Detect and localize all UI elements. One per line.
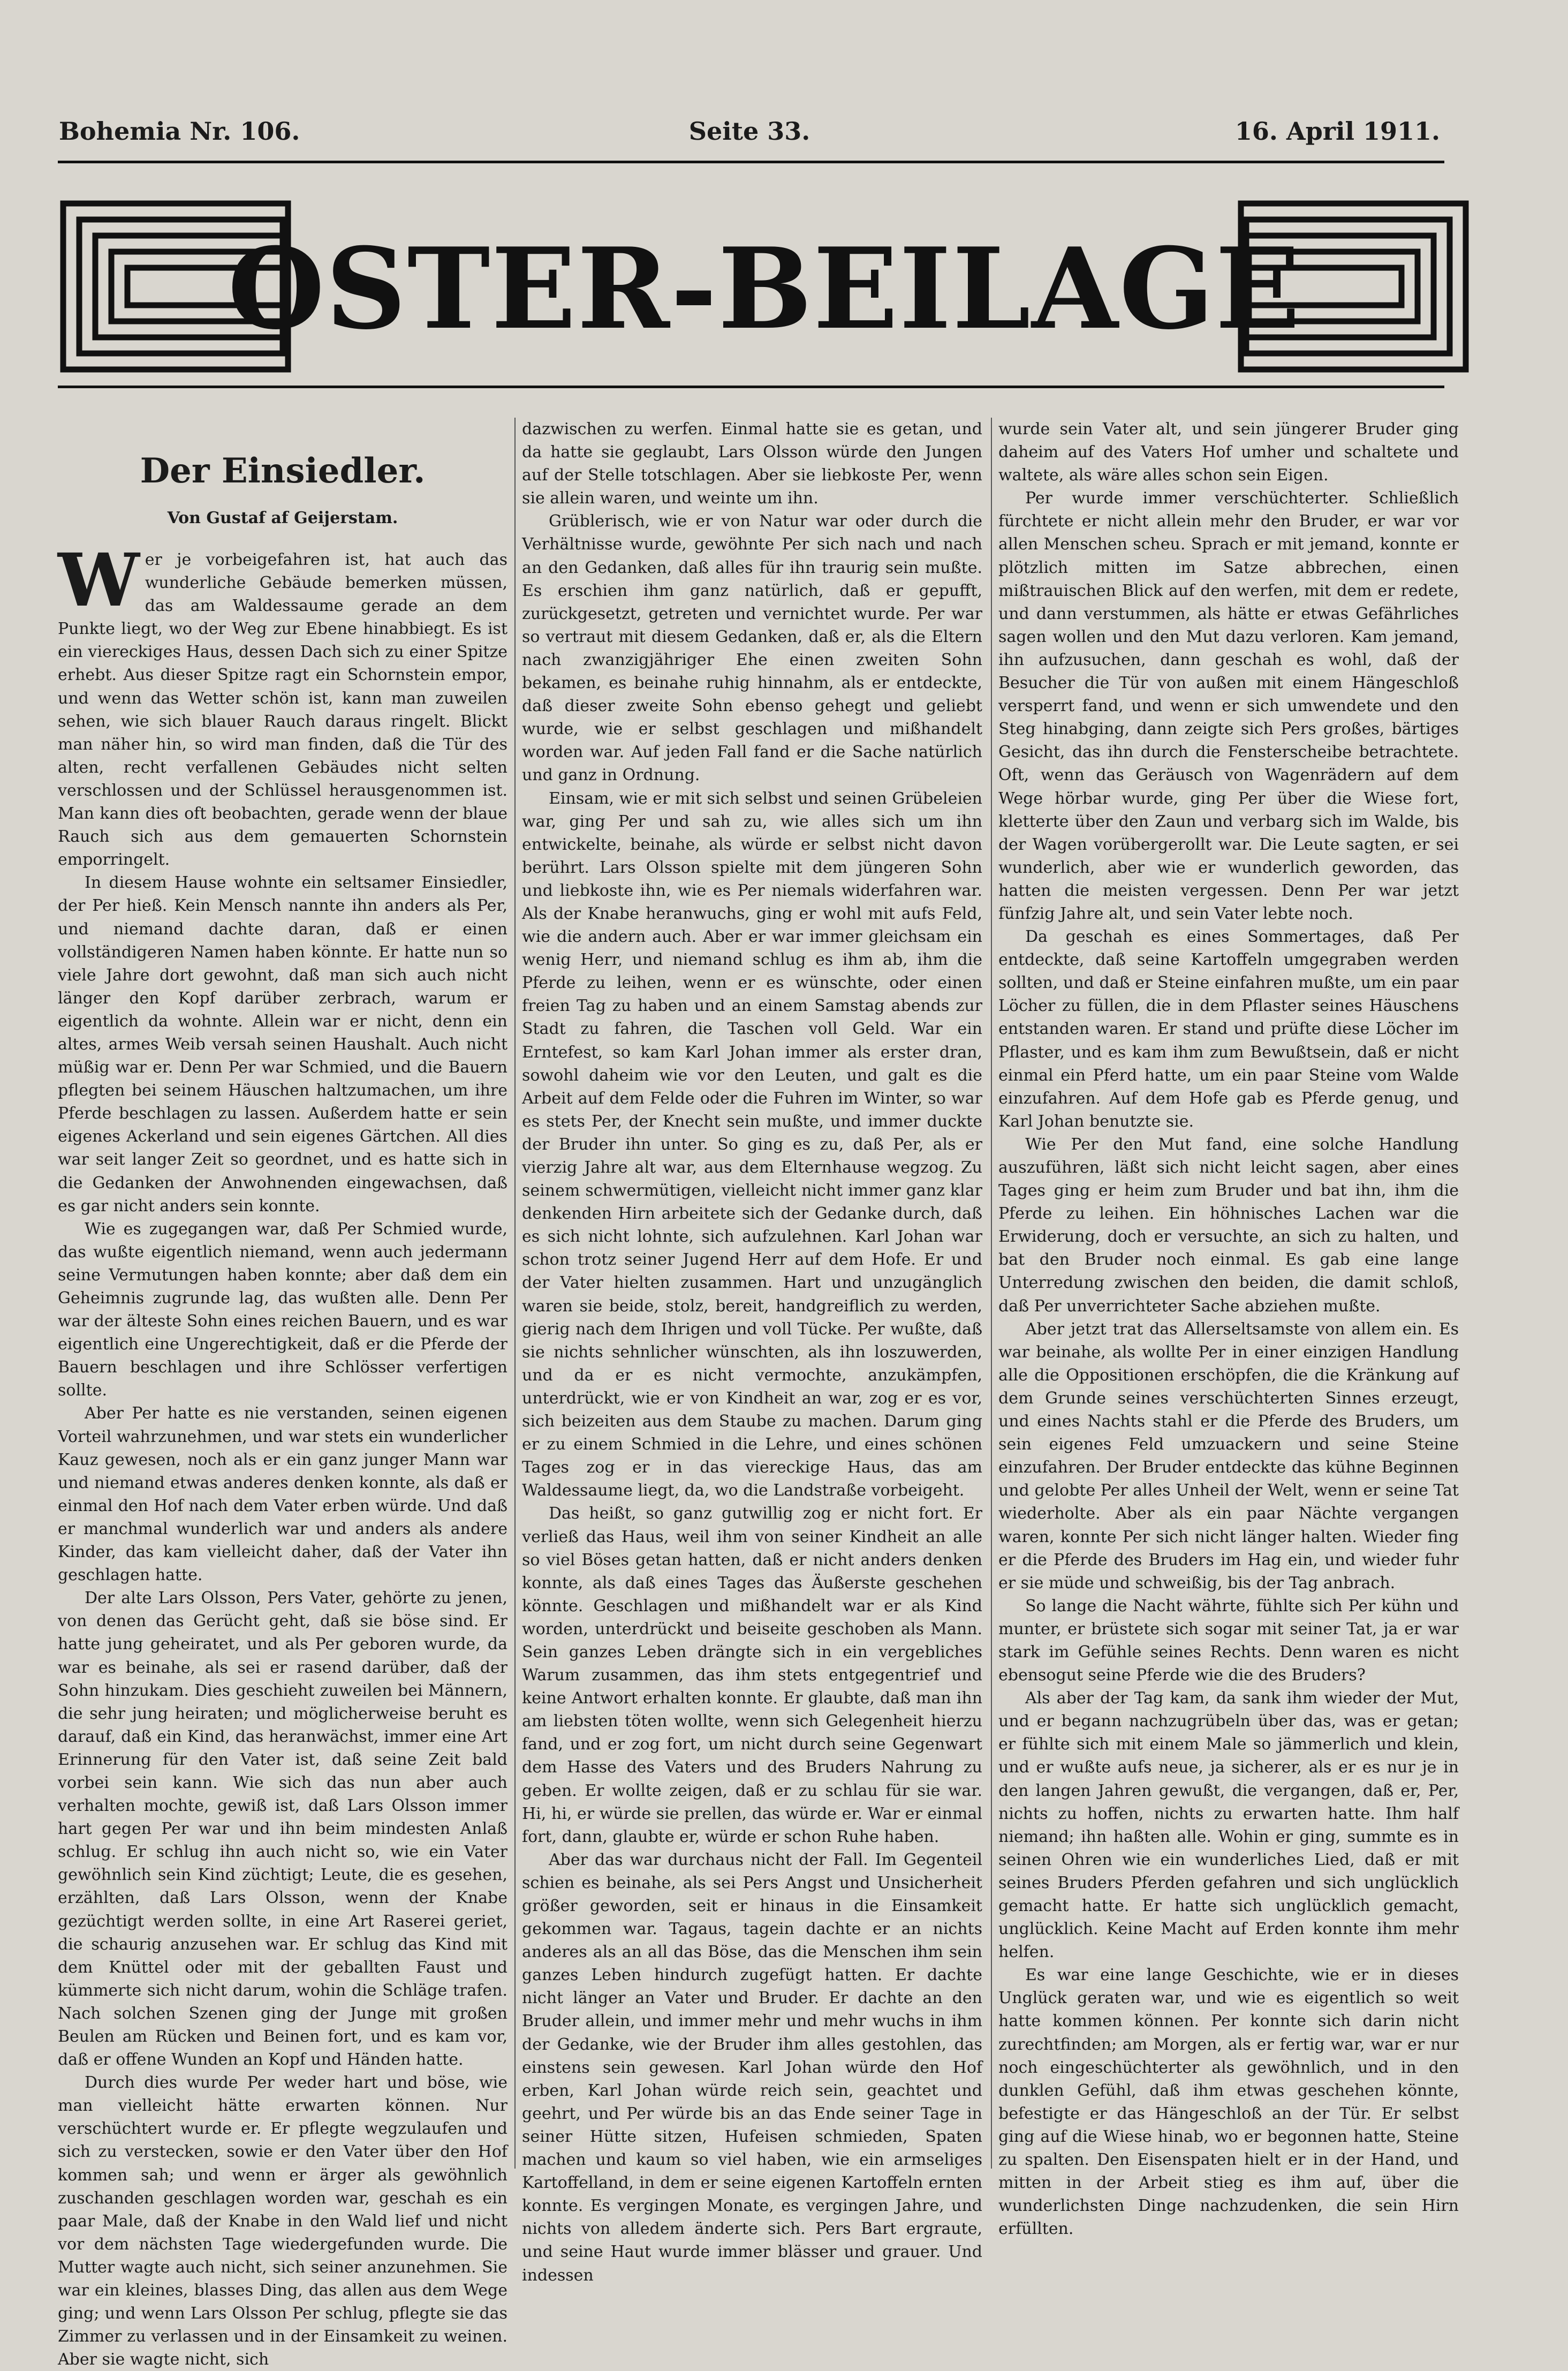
paragraph: Durch dies wurde Per weder hart und böse, wie man vielleicht hätte erwarten können. Nur verschüchtert wurde er. Er pflegte wegzulaufen und sich zu verstecken, sowie er den Vater über den Hof kommen sah; und wenn er ärger als gewöhnlich zuschanden geschlagen worden war, geschah es ein paar Male, daß der Knabe in den Wald lief und nicht vor dem nächsten Tage wiedergefunden wurde. Die Mutter wagte auch nicht, sich seiner anzunehmen. Sie war ein kleines, blasses Ding, das allen aus dem Wege ging; und wenn Lars Olsson Per schlug, pflegte sie das Zimmer zu verlassen und in der Einsamkeit zu weinen. Aber sie wagte nicht, sich xyxy=(58,2073,507,2369)
header-rule xyxy=(58,161,1444,163)
paragraph: Wie es zugegangen war, daß Per Schmied wurde, das wußte eigentlich niemand, wenn auch jedermann seine Vermutungen haben konnte; aber daß dem ein Geheimnis zugrunde lag, das wußten alle. Denn Per war der älteste Sohn eines reichen Bauern, und es war eigentlich eine Ungerechtigkeit, daß er die Pferde der Bauern beschlagen und ihre Schlösser verfertigen sollte. xyxy=(58,1219,507,1400)
paragraph: In diesem Hause wohnte ein seltsamer Einsiedler, der Per hieß. Kein Mensch nannte ihn anders als Per, und niemand dachte daran, daß er einen vollständigeren Namen haben könnte. Er hatte nun so viele Jahre dort gewohnt, daß man sich auch nicht länger den Kopf darüber zerbrach, warum er eigentlich da wohnte. Allein war er nicht, denn ein altes, armes Weib versah seinen Haushalt. Auch nicht müßig war er. Denn Per war Schmied, und die Bauern pflegten bei seinem Häuschen haltzumachen, um ihre Pferde beschlagen zu lassen. Außerdem hatte er sein eigenes Ackerland und sein eigenes Gärtchen. All dies war seit langer Zeit so geordnet, und es hatte sich in die Gedanken der Anwohnenden eingewachsen, daß es gar nicht anders sein konnte. xyxy=(58,873,507,1215)
story-title: Der Einsiedler. xyxy=(140,451,426,491)
paragraph: Es war eine lange Geschichte, wie er in dieses Unglück geraten war, und wie es eigentlich so weit hatte kommen können. Per konnte sich darin nicht zurechtfinden; am Morgen, als er fertig war, war er nur noch eingeschüchterter als gewöhnlich, und in den dunklen Gefühl, daß ihm etwas geschehen könnte, befestigte er das Hängeschloß an der Tür. Er selbst ging auf die Wiese hinab, wo er begonnen hatte, Steine zu spalten. Den Eisenspaten hielt er in der Hand, und mitten in der Arbeit stieg es ihm auf, über die wunderlichsten Dinge nachzudenken, die sein Hirn erfüllten. xyxy=(998,1966,1459,2239)
paragraph: Einsam, wie er mit sich selbst und seinen Grübeleien war, ging Per und sah zu, wie alles sich um ihn entwickelte, beinahe, als würde er selbst nicht davon berührt. Lars Olsson spielte mit dem jüngeren Sohn und liebkoste ihn, wie es Per niemals widerfahren war. Als der Knabe heranwuchs, ging er wohl mit aufs Feld, wie die andern auch. Aber er war immer gleichsam ein wenig Herr, und niemand schlug es ihm ab, ihm die Pferde zu leihen, wenn er es wünschte, oder einen freien Tag zu haben und an einem Samstag abends zur Stadt zu fahren, die Taschen voll Geld. War ein Erntefest, so kam Karl Johan immer als erster dran, sowohl daheim wie vor den Leuten, und galt es die Arbeit auf dem Felde oder die Fuhren im Winter, so war es stets Per, der Knecht sein mußte, und immer duckte der Bruder ihn unter. So ging es zu, daß Per, als er vierzig Jahre alt war, aus dem Elternhause wegzog. Zu seinem schwermütigen, vielleicht nicht immer ganz klar denkenden Hirn arbeitete sich der Gedanke durch, daß es sich nicht lohnte, sich aufzulehnen. Karl Johan war schon trotz seiner Jugend Herr auf dem Hofe. Er und der Vater hielten zusammen. Hart und unzugänglich waren sie beide, stolz, bereit, handgreiflich zu werden, gierig nach dem Ihrigen und voll Tücke. Per wußte, daß sie nichts sehnlicher wünschten, als ihn loszuwerden, und da er es nicht vermochte, anzukämpfen, unterdrückt, wie er von Kindheit an war, zog er es vor, sich beizeiten aus dem Staube zu machen. Darum ging er zu einem Schmied in die Lehre, und eines schönen Tages zog er in das viereckige Haus, das am Waldessaume liegt, da, wo die Landstraße vorbeigeht. xyxy=(522,789,982,1500)
story-byline: Von Gustaf af Geijerstam. xyxy=(167,509,398,527)
paragraph: Per wurde immer verschüchterter. Schließlich fürchtete er nicht allein mehr den Bruder, er war vor allen Menschen scheu. Sprach er mit jemand, konnte er plötzlich mitten im Satze abbrechen, einen mißtrauischen Blick auf den werfen, mit dem er redete, und dann verstummen, als hätte er etwas Gefährliches sagen wollen und den Mut dazu verloren. Kam jemand, ihn aufzusuchen, dann geschah es wohl, daß der Besucher die Tür von außen mit einem Hängeschloß versperrt fand, und wenn er sich umwendete und den Steg hinabging, dann zeigte sich Pers großes, bärtiges Gesicht, das ihn durch die Fensterscheibe betrachtete. Oft, wenn das Geräusch von Wagenrädern auf dem Wege hörbar wurde, ging Per über die Wiese fort, kletterte über den Zaun und verbarg sich im Walde, bis der Wagen vorübergerollt war. Die Leute sagten, er sei wunderlich, aber wie er wunderlich geworden, das hatten die meisten vergessen. Denn Per war jetzt fünfzig Jahre alt, und sein Vater lebte noch. xyxy=(998,489,1459,923)
paragraph: Der alte Lars Olsson, Pers Vater, gehörte zu jenen, von denen das Gerücht geht, daß sie böse sind. Er hatte jung geheiratet, und als Per geboren wurde, da war es beinahe, als sei er rasend darüber, daß der Sohn hinzukam. Dies geschieht zuweilen bei Männern, die sehr jung heiraten; und möglicherweise beruht es darauf, daß ein Kind, das heranwächst, immer eine Art Erinnerung für den Vater ist, daß seine Zeit bald vorbei sein kann. Wie sich das nun aber auch verhalten mochte, gewiß ist, daß Lars Olsson immer hart gegen Per war und ihn beim mindesten Anlaß schlug. Er schlug ihn auch nicht so, wie ein Vater gewöhnlich sein Kind züchtigt; Leute, die es gesehen, erzählten, daß Lars Olsson, wenn der Knabe gezüchtigt werden sollte, in eine Art Raserei geriet, die schaurig anzusehen war. Er schlug das Kind mit dem Knüttel oder mit der geballten Faust und kümmerte sich nicht darum, wohin die Schläge trafen. Nach solchen Szenen ging der Junge mit großen Beulen am Rücken und Beinen fort, und es kam vor, daß er offene Wunden an Kopf und Händen hatte. xyxy=(58,1589,507,2070)
column-divider xyxy=(514,418,516,2169)
section-banner xyxy=(58,198,1471,375)
paragraph: Grüblerisch, wie er von Natur war oder durch die Verhältnisse wurde, gewöhnte Per sich nach und nach an den Gedanken, daß alles für ihn traurig sein mußte. Es erschien ihm ganz natürlich, daß er gepufft, zurückgesetzt, getreten und vernichtet wurde. Per war so vertraut mit diesem Gedanken, daß er, als die Eltern nach zwanzigjähriger Ehe einen zweiten Sohn bekamen, es beinahe ruhig hinnahm, als er entdeckte, daß dieser zweite Sohn ebenso gehegt und geliebt wurde, wie er selbst geschlagen und mißhandelt worden war. Auf jeden Fall fand er die Sache natürlich und ganz in Ordnung. xyxy=(522,512,982,785)
banner-title: OSTER-BEILAGE xyxy=(228,224,1301,354)
paragraph: Da geschah es eines Sommertages, daß Per entdeckte, daß seine Kartoffeln umgegraben werden sollten, und daß er Steine einfahren mußte, um ein paar Löcher zu füllen, die in dem Pflaster seines Häuschens entstanden waren. Er stand und prüfte diese Löcher im Pflaster, und es kam ihm zum Bewußtsein, daß er nicht einmal ein Pferd hatte, um ein paar Steine vom Walde einzufahren. Auf dem Hofe gab es Pferde genug, und Karl Johan benutzte sie. xyxy=(998,927,1459,1131)
drop-cap: W xyxy=(58,538,140,623)
page-number: Seite 33. xyxy=(688,117,810,146)
paragraph: Das heißt, so ganz gutwillig zog er nicht fort. Er verließ das Haus, weil ihm von seiner Kindheit an alle so viel Böses getan hatten, daß er nicht anders denken konnte, als daß eines Tages das Äußerste geschehen könnte. Geschlagen und mißhandelt war er als Kind worden, unterdrückt und beiseite geschoben als Mann. Sein ganzes Leben drängte sich in ein vergebliches Warum zusammen, das ihm stets entgegentrief und keine Antwort erhalten konnte. Er glaubte, daß man ihn am liebsten töten wollte, wenn sich Gelegenheit hierzu fand, und er zog fort, um nicht durch seine Gegenwart dem Hasse des Vaters und des Bruders Nahrung zu geben. Er wollte zeigen, daß er zu schlau für sie war. Hi, hi, er würde sie prellen, das würde er. War er einmal fort, dann, glaubte er, würde er schon Ruhe haben. xyxy=(522,1504,982,1846)
paragraph: Wer je vorbeigefahren ist, hat auch das wunderliche Gebäude bemerken müssen, das am Waldessaume gerade an dem Punkte liegt, wo der Weg zur Ebene hinabbiegt. Es ist ein viereckiges Haus, dessen Dach sich zu einer Spitze erhebt. Aus dieser Spitze ragt ein Schornstein empor, und wenn das Wetter schön ist, kann man zuweilen sehen, wie sich blauer Rauch daraus ringelt. Blickt man näher hin, so wird man finden, daß die Tür des alten, recht verfallenen Gebäudes nicht selten verschlossen und der Schlüssel herausgenommen ist. Man kann dies oft beobachten, gerade wenn der blaue Rauch sich aus dem gemauerten Schornstein emporringelt. xyxy=(58,538,507,870)
ornament-frame-left-icon xyxy=(58,198,293,375)
ornament-frame-right-icon xyxy=(1236,198,1471,375)
paragraph: wurde sein Vater alt, und sein jüngerer Bruder ging daheim auf des Vaters Hof umher und schaltete und waltete, als wäre alles schon sein Eigen. xyxy=(998,420,1459,485)
column-2 xyxy=(522,418,982,2285)
column-3 xyxy=(998,418,1459,2239)
paragraph: Als aber der Tag kam, da sank ihm wieder der Mut, und er begann nachzugrübeln über das, was er getan; er fühlte sich mit einem Male so jämmerlich und klein, und er wußte aufs neue, ja sicherer, als er es nur je in den langen Jahren gewußt, die vergangen, daß er, Per, nichts zu hoffen, nichts zu erwarten hatte. Ihm half niemand; ihn haßten alle. Wohin er ging, summte es in seinen Ohren wie ein wunderliches Lied, daß er mit seines Bruders Pferden gefahren und sich unglücklich gemacht hatte. Er hatte sich unglücklich gemacht, unglücklich. Keine Macht auf Erden konnte ihm mehr helfen. xyxy=(998,1689,1459,1962)
paragraph: Aber Per hatte es nie verstanden, seinen eigenen Vorteil wahrzunehmen, und war stets ein wunderlicher Kauz gewesen, noch als er ein ganz junger Mann war und niemand etwas anderes denken konnte, als daß er einmal den Hof nach dem Vater erben würde. Und daß er manchmal wunderlich war und anders als andere Kinder, das kam vielleicht daher, daß der Vater ihn geschlagen hatte. xyxy=(58,1404,507,1585)
paragraph: Wie Per den Mut fand, eine solche Handlung auszuführen, läßt sich nicht leicht sagen, aber eines Tages ging er heim zum Bruder und bat ihn, ihm die Pferde zu leihen. Ein höhnisches Lachen war die Erwiderung, doch er versuchte, an sich zu halten, und bat den Bruder noch einmal. Es gab eine lange Unterredung zwischen den beiden, die damit schloß, daß Per unverrichteter Sache abziehen mußte. xyxy=(998,1135,1459,1316)
banner-rule xyxy=(58,386,1444,388)
column-1 xyxy=(58,428,507,2369)
paragraph: So lange die Nacht währte, fühlte sich Per kühn und munter, er brüstete sich sogar mit seiner Tat, ja er war stark im Gefühle seines Rechts. Denn waren es nicht ebensogut seine Pferde wie die des Bruders? xyxy=(998,1596,1459,1685)
running-head xyxy=(59,110,1440,153)
column-divider xyxy=(991,418,992,2169)
paragraph: Aber jetzt trat das Allerseltsamste von allem ein. Es war beinahe, als wollte Per in einer einzigen Handlung alle die Oppositionen erschöpfen, die die Kränkung auf dem Grunde seines verschüchterten Sinnes erzeugt, und eines Nachts stahl er die Pferde des Bruders, um sein eigenes Feld umzuackern und seine Steine einzufahren. Der Bruder entdeckte das kühne Beginnen und gelobte Per alles Unheil der Welt, wenn er seine Tat wiederholte. Aber als ein paar Nächte vergangen waren, konnte Per sich nicht länger halten. Wieder fing er die Pferde des Bruders im Hag ein, und wieder fuhr er sie müde und schweißig, bis der Tag anbrach. xyxy=(998,1319,1459,1592)
issue-number: Bohemia Nr. 106. xyxy=(59,117,300,146)
paragraph: Aber das war durchaus nicht der Fall. Im Gegenteil schien es beinahe, als sei Pers Angst und Unsicherheit größer geworden, seit er hinaus in die Einsamkeit gekommen war. Tagaus, tagein dachte er an nichts anderes als an all das Böse, das die Menschen ihm sein ganzes Leben hindurch zugefügt hatten. Er dachte nicht länger an Vater und Bruder. Er dachte an den Bruder allein, und immer mehr und mehr wuchs in ihm der Gedanke, wie der Bruder ihm alles gestohlen, das einstens sein gewesen. Karl Johan würde den Hof erben, Karl Johan würde reich sein, geachtet und geehrt, und Per würde bis an das Ende seiner Tage in seiner Hütte sitzen, Hufeisen schmieden, Spaten machen und kaum so viel haben, wie ein armseliges Kartoffelland, in dem er seine eigenen Kartoffeln ernten konnte. Es vergingen Monate, es vergingen Jahre, und nichts von alledem änderte sich. Pers Bart ergraute, und seine Haut wurde immer blässer und grauer. Und indessen xyxy=(522,1850,982,2285)
issue-date: 16. April 1911. xyxy=(1234,117,1440,146)
paragraph: dazwischen zu werfen. Einmal hatte sie es getan, und da hatte sie geglaubt, Lars Olsson würde den Jungen auf der Stelle totschlagen. Aber sie liebkoste Per, wenn sie allein waren, und weinte um ihn. xyxy=(522,420,982,508)
